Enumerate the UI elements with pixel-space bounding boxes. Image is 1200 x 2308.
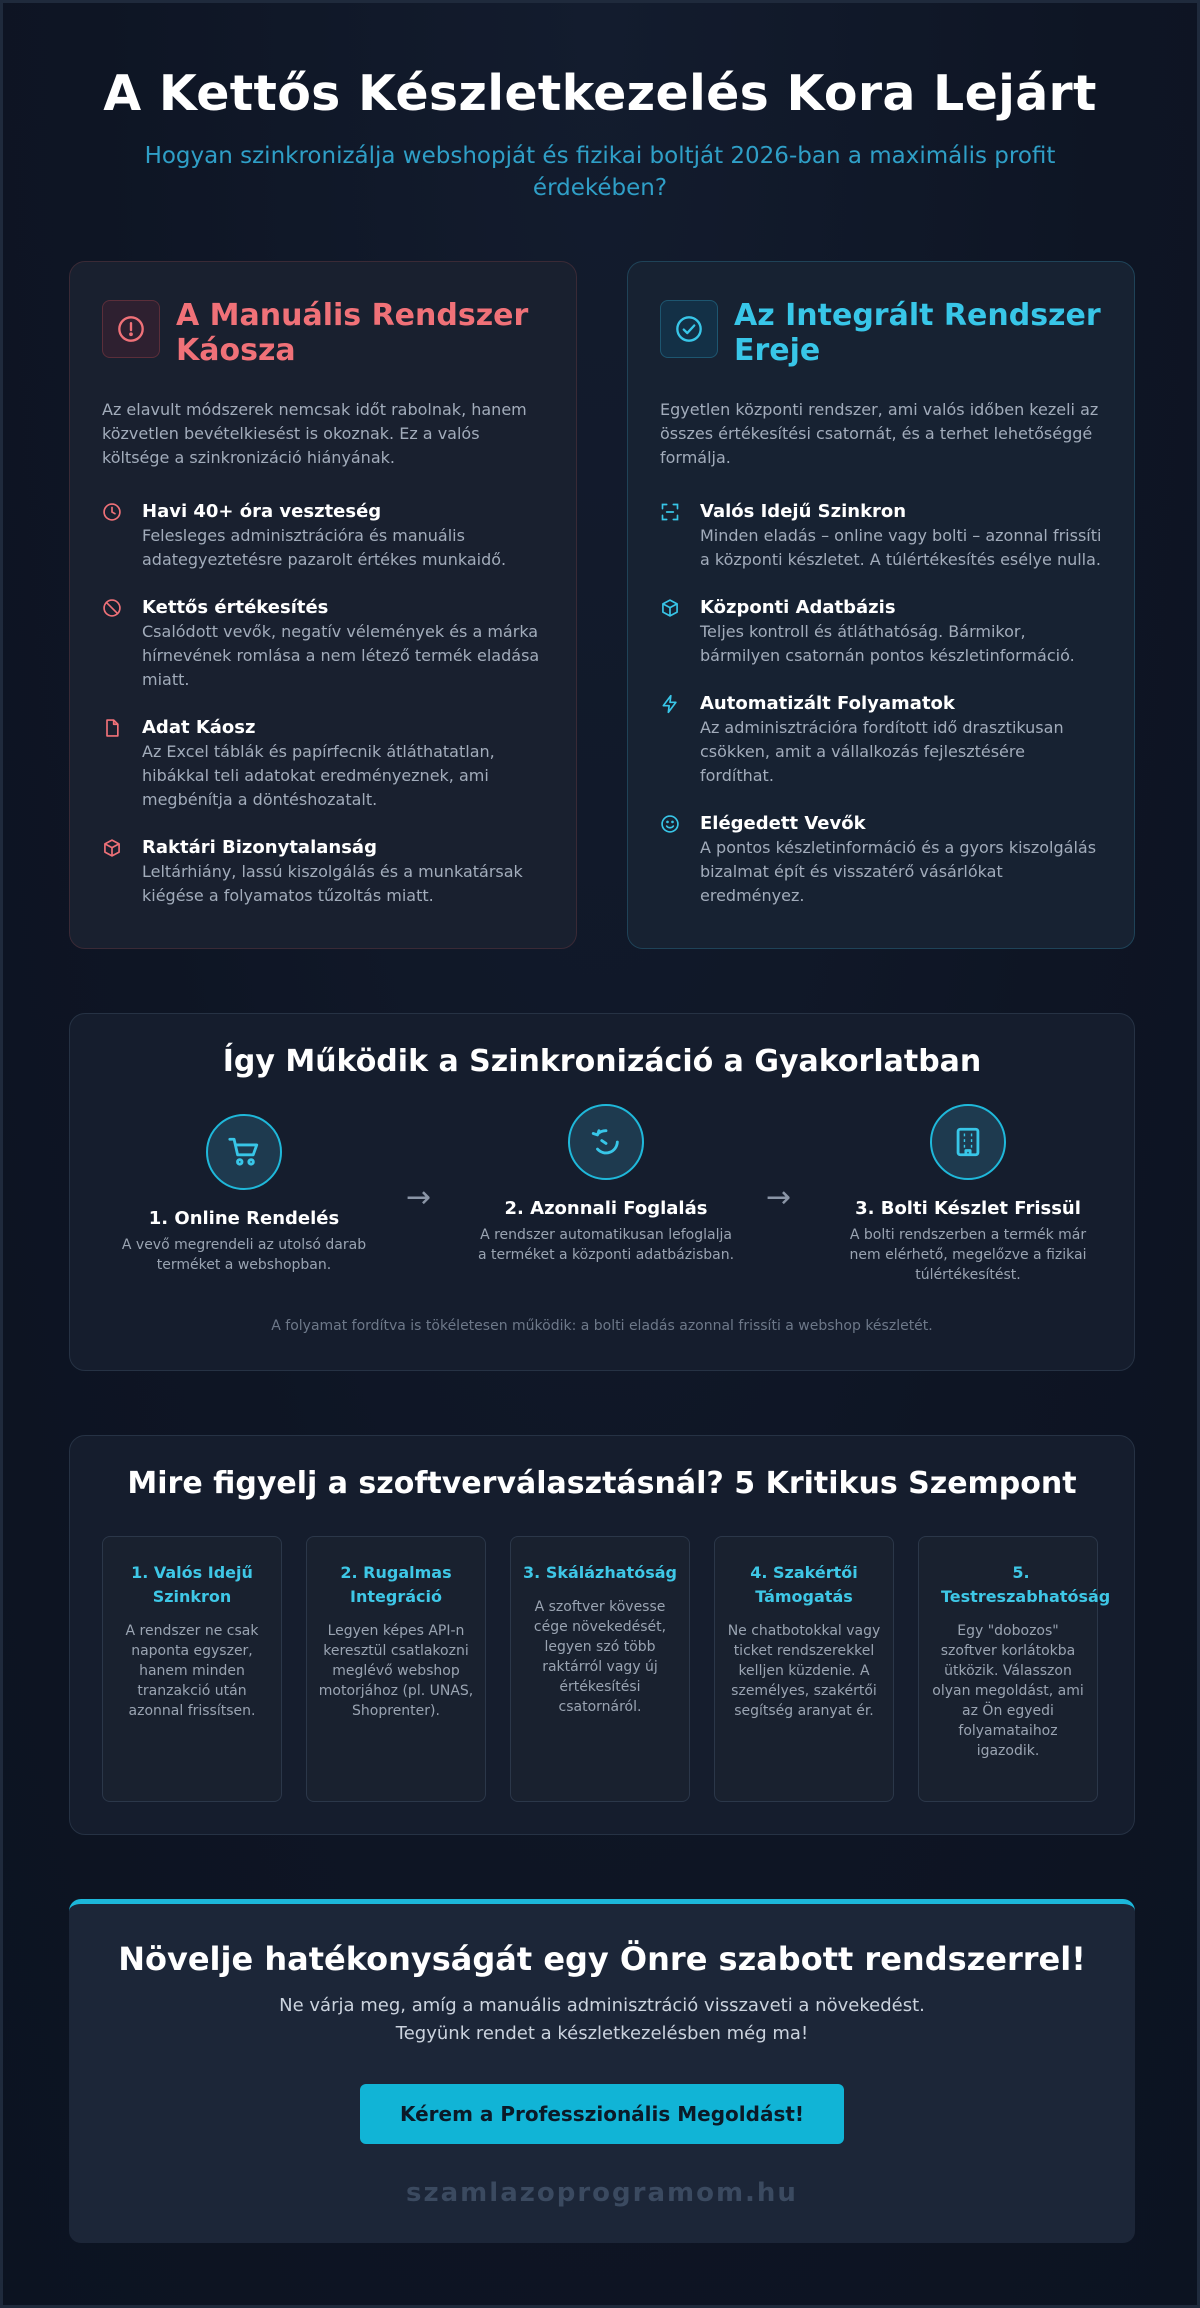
cta-text-line: Ne várja meg, amíg a manuális adminisztráció visszaveti a növekedést. — [279, 1995, 925, 2016]
step-text: A bolti rendszerben a termék már nem elérhető, megelőzve a fizikai túlértékesítést. — [849, 1227, 1087, 1283]
step-text: A rendszer automatikusan lefoglalja a terméket a központi adatbázisban. — [477, 1227, 735, 1263]
criteria-card-text: A rendszer ne csak naponta egyszer, hanem minden tranzakció után azonnal frissítsen. — [125, 1623, 259, 1719]
cube-icon — [660, 598, 682, 668]
manual-card-header — [102, 298, 544, 368]
file-icon — [102, 718, 124, 812]
manual-item-title: Kettős értékesítés — [142, 597, 329, 618]
criteria-card — [306, 1536, 486, 1802]
check-circle-icon — [660, 300, 718, 358]
integrated-item — [660, 692, 1102, 788]
criteria-card-title: 3. Skálázhatóság — [523, 1563, 677, 1582]
criteria-card-title: 2. Rugalmas Integráció — [340, 1563, 452, 1606]
cta-title: Növelje hatékonyságát egy Önre szabott rendszerrel! — [118, 1940, 1086, 1978]
smile-icon — [660, 814, 682, 908]
manual-item-text: Felesleges adminisztrációra és manuális adategyeztetésre pazarolt értékes munkaidő. — [142, 526, 507, 569]
integrated-item-text: Minden eladás – online vagy bolti – azonnal frissíti a központi készletet. A túlértékesítés esélye nulla. — [700, 526, 1102, 569]
manual-card-intro: Az elavult módszerek nemcsak időt rabolnak, hanem közvetlen bevételkiesést is okoznak. Ez a valós költsége a szinkronizáció hiányának. — [102, 400, 527, 467]
integrated-item-text: Teljes kontroll és átláthatóság. Bármikor, bármilyen csatornán pontos készletinformáció. — [700, 622, 1075, 665]
hero — [3, 3, 1197, 204]
integrated-items-list — [660, 500, 1102, 908]
step-title: 2. Azonnali Foglalás — [504, 1198, 708, 1219]
integrated-item — [660, 596, 1102, 668]
integrated-system-card — [627, 261, 1135, 949]
manual-item — [102, 716, 544, 812]
criteria-card-title: 1. Valós Idejű Szinkron — [131, 1563, 253, 1606]
integrated-item-title: Automatizált Folyamatok — [700, 693, 955, 714]
box-icon — [102, 838, 124, 908]
cta-section — [69, 1899, 1135, 2243]
cta-text — [69, 1992, 1135, 2048]
manual-items-list — [102, 500, 544, 908]
manual-item-text: Csalódott vevők, negatív vélemények és a márka hírnevének romlása a nem létező termék eladása miatt. — [142, 622, 540, 689]
criteria-card-title: 5. Testreszabhatóság — [941, 1563, 1111, 1606]
integrated-item-text: A pontos készletinformáció és a gyors kiszolgálás bizalmat épít és visszatérő vásárlókat eredményez. — [700, 838, 1097, 905]
manual-item-title: Raktári Bizonytalanság — [142, 837, 377, 858]
cta-text-line: Tegyünk rendet a készletkezelésben még ma! — [395, 2023, 809, 2044]
brand-logo-text: szamlazoprogramom.hu — [406, 2178, 798, 2208]
page-subtitle: Hogyan szinkronizálja webshopját és fizikai boltját 2026-ban a maximális profit érdekében? — [144, 143, 1056, 201]
criteria-card-text: Ne chatbotokkal vagy ticket rendszerekkel kelljen küzdenie. A személyes, szakértői segítség aranyat ér. — [727, 1623, 881, 1719]
integrated-item — [660, 500, 1102, 572]
sync-icon — [660, 502, 682, 572]
manual-item — [102, 500, 544, 572]
process-step-store-update — [838, 1104, 1098, 1285]
bolt-icon — [660, 694, 682, 788]
integrated-item-title: Központi Adatbázis — [700, 597, 896, 618]
step-title: 3. Bolti Készlet Frissül — [855, 1198, 1081, 1219]
criteria-card — [510, 1536, 690, 1802]
criteria-section — [69, 1435, 1135, 1835]
manual-item — [102, 836, 544, 908]
process-title: Így Működik a Szinkronizáció a Gyakorlatban — [222, 1044, 982, 1079]
integrated-card-title: Az Integrált Rendszer Ereje — [734, 298, 1101, 368]
integrated-card-header — [660, 298, 1102, 368]
process-step-online-order — [114, 1114, 374, 1275]
process-section — [69, 1013, 1135, 1371]
building-icon — [930, 1104, 1006, 1180]
criteria-card-text: Legyen képes API-n keresztül csatlakozni meglévő webshop motorjához (pl. UNAS, Shoprenter). — [318, 1623, 474, 1719]
manual-item-text: Leltárhiány, lassú kiszolgálás és a munkatársak kiégése a folyamatos tűzoltás miatt. — [142, 862, 523, 905]
alert-icon — [102, 300, 160, 358]
integrated-item-title: Elégedett Vevők — [700, 813, 866, 834]
arrow-icon: → — [406, 1180, 432, 1215]
process-note: A folyamat fordítva is tökéletesen működik: a bolti eladás azonnal frissíti a webshop készletét. — [271, 1318, 933, 1334]
step-text: A vevő megrendeli az utolsó darab terméket a webshopban. — [121, 1237, 367, 1273]
step-title: 1. Online Rendelés — [148, 1208, 340, 1229]
criteria-card-text: A szoftver kövesse cége növekedését, legyen szó több raktárról vagy új értékesítési csatornáról. — [533, 1599, 667, 1715]
cart-icon — [206, 1114, 282, 1190]
process-step-reservation — [476, 1104, 736, 1265]
cta-button[interactable]: Kérem a Professzionális Megoldást! — [360, 2084, 844, 2144]
manual-card-title: A Manuális Rendszer Káosza — [176, 298, 529, 368]
clock-icon — [102, 502, 124, 572]
integrated-card-intro: Egyetlen központi rendszer, ami valós időben kezeli az összes értékesítési csatornát, és a terhet lehetőséggé formálja. — [660, 400, 1099, 467]
criteria-title: Mire figyelj a szoftverválasztásnál? 5 Kritikus Szempont — [127, 1466, 1077, 1501]
manual-item-text: Az Excel táblák és papírfecnik átláthatatlan, hibákkal teli adatokat eredményeznek, ami megbénítja a döntéshozatalt. — [142, 742, 495, 809]
arrow-icon: → — [766, 1180, 792, 1215]
criteria-card — [918, 1536, 1111, 1802]
page-title: A Kettős Készletkezelés Kora Lejárt — [103, 65, 1097, 122]
criteria-card-title: 4. Szakértői Támogatás — [750, 1563, 858, 1606]
manual-item-title: Havi 40+ óra veszteség — [142, 501, 382, 522]
integrated-item-text: Az adminisztrációra fordított idő drasztikusan csökken, amit a vállalkozás fejlesztésére fordíthat. — [700, 718, 1064, 785]
integrated-item-title: Valós Idejű Szinkron — [700, 501, 907, 522]
manual-system-card — [69, 261, 577, 949]
sync-circle-icon — [568, 1104, 644, 1180]
criteria-card — [714, 1536, 894, 1802]
comparison-section — [69, 261, 1135, 949]
criteria-card-text: Egy "dobozos" szoftver korlátokba ütközik. Válasszon olyan megoldást, ami az Ön egyedi folyamataihoz igazodik. — [932, 1623, 1084, 1759]
ban-icon — [102, 598, 124, 692]
manual-item-title: Adat Káosz — [142, 717, 256, 738]
manual-item — [102, 596, 544, 692]
integrated-item — [660, 812, 1102, 908]
criteria-card — [102, 1536, 282, 1802]
